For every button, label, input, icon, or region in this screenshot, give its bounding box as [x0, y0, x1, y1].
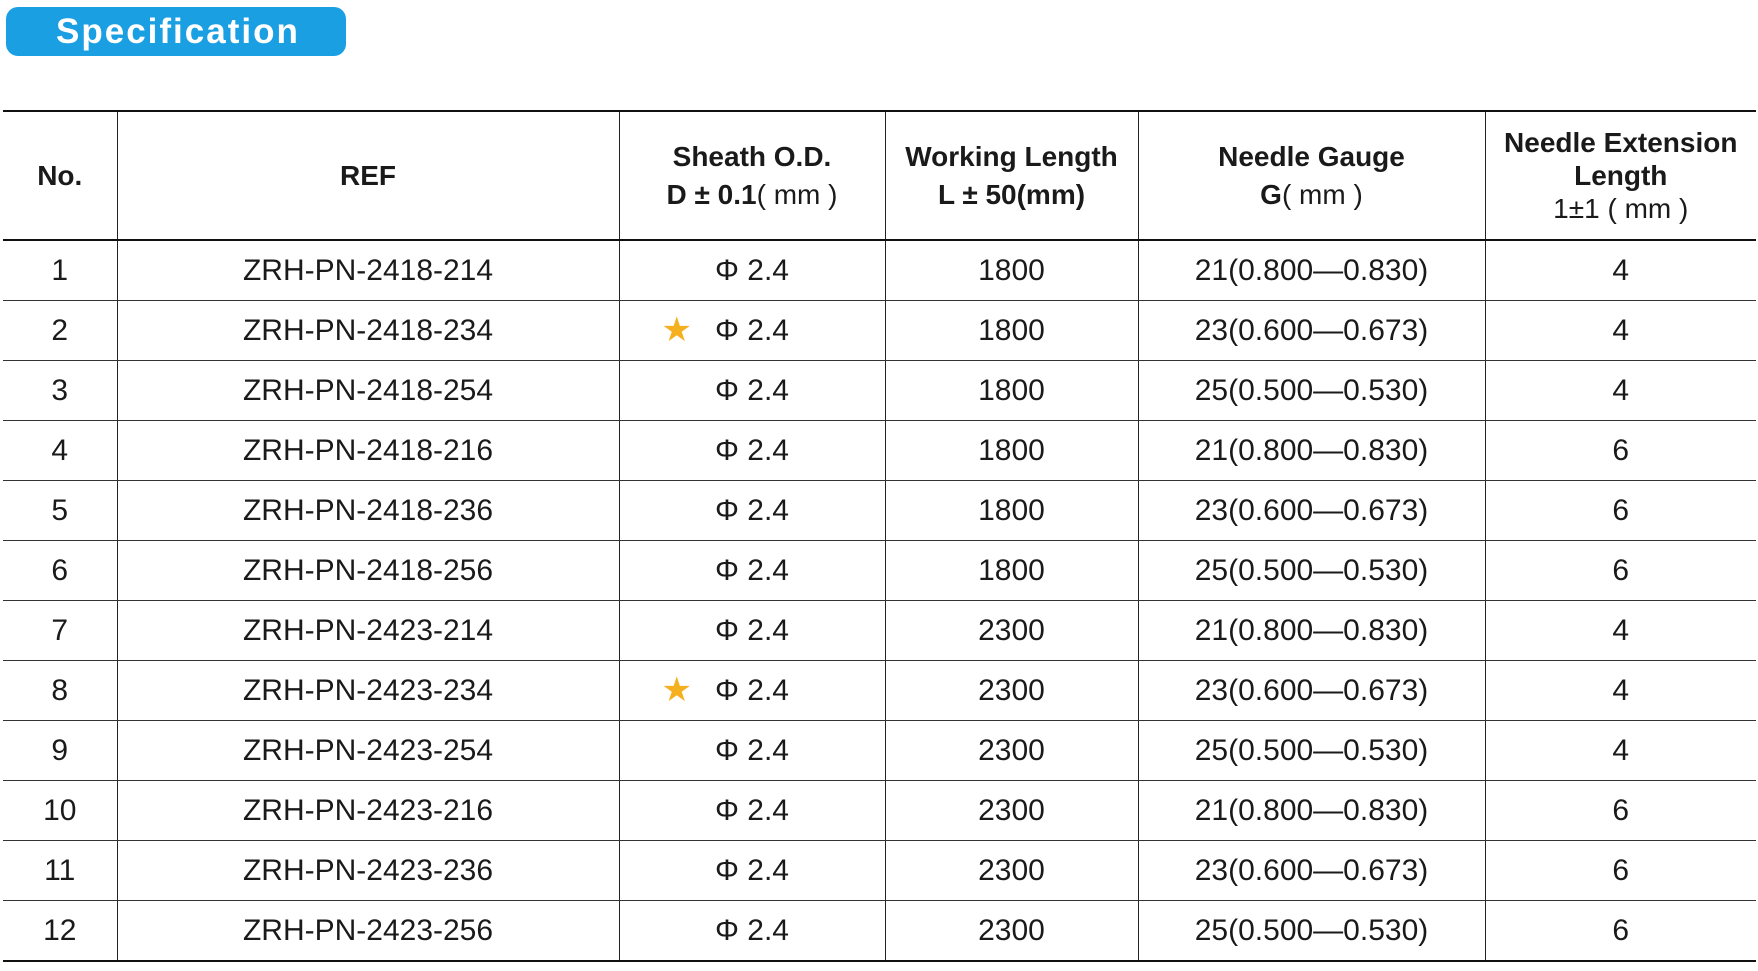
cell-needle-gauge: 21(0.800—0.830): [1138, 421, 1485, 481]
cell-working-length: 2300: [885, 781, 1138, 841]
table-row: [3, 601, 1756, 661]
cell-ref: ZRH-PN-2423-236: [117, 841, 619, 901]
cell-needle-gauge: 25(0.500—0.530): [1138, 541, 1485, 601]
cell-ref: ZRH-PN-2423-256: [117, 901, 619, 962]
header-needle-gauge: [1138, 111, 1485, 240]
table-row: [3, 841, 1756, 901]
cell-working-length: 1800: [885, 541, 1138, 601]
cell-ref: ZRH-PN-2423-254: [117, 721, 619, 781]
cell-needle-extension: 4: [1485, 240, 1756, 301]
table-row: [3, 901, 1756, 962]
cell-no: 11: [3, 841, 117, 901]
star-icon: ★: [661, 310, 692, 349]
cell-working-length: 1800: [885, 481, 1138, 541]
cell-sheath-od-value: Φ 2.4: [715, 493, 789, 527]
cell-no: 10: [3, 781, 117, 841]
cell-needle-gauge: 25(0.500—0.530): [1138, 361, 1485, 421]
cell-sheath-od: [619, 481, 885, 541]
cell-sheath-od-value: Φ 2.4: [715, 613, 789, 647]
header-row: [3, 111, 1756, 240]
header-no: No.: [3, 111, 117, 240]
cell-sheath-od-value: Φ 2.4: [715, 373, 789, 407]
cell-sheath-od-value: Φ 2.4: [715, 253, 789, 287]
cell-needle-extension: 4: [1485, 661, 1756, 721]
cell-sheath-od-value: Φ 2.4: [715, 553, 789, 587]
cell-sheath-od-value: Φ 2.4: [715, 673, 789, 707]
table-row: [3, 240, 1756, 301]
cell-sheath-od: [619, 721, 885, 781]
cell-no: 4: [3, 421, 117, 481]
cell-needle-extension: 6: [1485, 481, 1756, 541]
table-row: [3, 661, 1756, 721]
cell-no: 5: [3, 481, 117, 541]
table-row: [3, 541, 1756, 601]
cell-needle-gauge: 25(0.500—0.530): [1138, 721, 1485, 781]
cell-needle-extension: 6: [1485, 901, 1756, 962]
table-row: [3, 361, 1756, 421]
cell-working-length: 1800: [885, 301, 1138, 361]
cell-no: 3: [3, 361, 117, 421]
cell-ref: ZRH-PN-2418-234: [117, 301, 619, 361]
cell-working-length: 1800: [885, 240, 1138, 301]
header-ref: REF: [117, 111, 619, 240]
cell-needle-gauge: 21(0.800—0.830): [1138, 781, 1485, 841]
cell-needle-gauge: 23(0.600—0.673): [1138, 841, 1485, 901]
cell-sheath-od: [619, 541, 885, 601]
table-row: [3, 421, 1756, 481]
cell-sheath-od-value: Φ 2.4: [715, 913, 789, 947]
header-working-length: [885, 111, 1138, 240]
specification-table: [3, 110, 1756, 962]
cell-ref: ZRH-PN-2418-236: [117, 481, 619, 541]
cell-needle-extension: 4: [1485, 361, 1756, 421]
section-label: Specification: [6, 7, 346, 56]
header-needle-gauge-unit: ( mm ): [1281, 178, 1363, 210]
header-needle-extension-line1: Needle Extension: [1504, 127, 1738, 158]
header-sheath-od-line2: [620, 176, 885, 214]
cell-no: 2: [3, 301, 117, 361]
cell-sheath-od-value: Φ 2.4: [715, 793, 789, 827]
header-working-length-line2: L ± 50(mm): [937, 178, 1086, 210]
cell-needle-extension: 4: [1485, 721, 1756, 781]
cell-no: 6: [3, 541, 117, 601]
cell-needle-gauge: 23(0.600—0.673): [1138, 481, 1485, 541]
cell-needle-gauge: 21(0.800—0.830): [1138, 240, 1485, 301]
cell-working-length: 2300: [885, 901, 1138, 962]
header-needle-gauge-line1: Needle Gauge: [1218, 140, 1405, 172]
header-working-length-line1: Working Length: [905, 140, 1118, 172]
cell-sheath-od: [619, 781, 885, 841]
cell-sheath-od-value: Φ 2.4: [715, 433, 789, 467]
cell-sheath-od-value: Φ 2.4: [715, 313, 789, 347]
cell-sheath-od-value: Φ 2.4: [715, 733, 789, 767]
cell-needle-extension: 6: [1485, 781, 1756, 841]
cell-sheath-od: [619, 601, 885, 661]
cell-working-length: 2300: [885, 661, 1138, 721]
cell-sheath-od: [619, 301, 885, 361]
cell-needle-extension: 4: [1485, 301, 1756, 361]
cell-sheath-od: [619, 240, 885, 301]
cell-ref: ZRH-PN-2418-214: [117, 240, 619, 301]
cell-sheath-od-value: Φ 2.4: [715, 853, 789, 887]
cell-no: 12: [3, 901, 117, 962]
cell-ref: ZRH-PN-2423-214: [117, 601, 619, 661]
cell-ref: ZRH-PN-2418-216: [117, 421, 619, 481]
header-needle-extension: [1485, 111, 1756, 240]
table-body: [3, 240, 1756, 961]
header-needle-extension-line3: 1±1 ( mm ): [1553, 193, 1689, 224]
cell-sheath-od: [619, 361, 885, 421]
header-sheath-od-line1: Sheath O.D.: [672, 140, 832, 172]
cell-needle-extension: 6: [1485, 421, 1756, 481]
header-needle-extension-line2: Length: [1574, 160, 1668, 191]
cell-sheath-od: [619, 841, 885, 901]
table-header: [3, 111, 1756, 240]
cell-needle-extension: 6: [1485, 841, 1756, 901]
cell-working-length: 1800: [885, 421, 1138, 481]
cell-ref: ZRH-PN-2418-256: [117, 541, 619, 601]
cell-sheath-od: [619, 901, 885, 962]
cell-working-length: 1800: [885, 361, 1138, 421]
header-needle-gauge-symbol: G: [1260, 178, 1282, 210]
cell-needle-gauge: 21(0.800—0.830): [1138, 601, 1485, 661]
cell-ref: ZRH-PN-2423-216: [117, 781, 619, 841]
cell-ref: ZRH-PN-2418-254: [117, 361, 619, 421]
cell-needle-gauge: 23(0.600—0.673): [1138, 661, 1485, 721]
cell-needle-gauge: 25(0.500—0.530): [1138, 901, 1485, 962]
cell-no: 8: [3, 661, 117, 721]
cell-needle-extension: 6: [1485, 541, 1756, 601]
cell-ref: ZRH-PN-2423-234: [117, 661, 619, 721]
cell-sheath-od: [619, 661, 885, 721]
table-row: [3, 301, 1756, 361]
star-icon: ★: [661, 670, 692, 709]
cell-working-length: 2300: [885, 841, 1138, 901]
cell-working-length: 2300: [885, 721, 1138, 781]
cell-needle-extension: 4: [1485, 601, 1756, 661]
header-sheath-od-tolerance: D ± 0.1: [666, 178, 757, 210]
cell-no: 7: [3, 601, 117, 661]
header-sheath-od-unit: ( mm ): [756, 178, 838, 210]
table-row: [3, 781, 1756, 841]
cell-needle-gauge: 23(0.600—0.673): [1138, 301, 1485, 361]
cell-sheath-od: [619, 421, 885, 481]
table-row: [3, 481, 1756, 541]
cell-no: 9: [3, 721, 117, 781]
table-row: [3, 721, 1756, 781]
cell-no: 1: [3, 240, 117, 301]
header-sheath-od: [619, 111, 885, 240]
header-needle-gauge-line2: [1139, 176, 1485, 214]
cell-working-length: 2300: [885, 601, 1138, 661]
